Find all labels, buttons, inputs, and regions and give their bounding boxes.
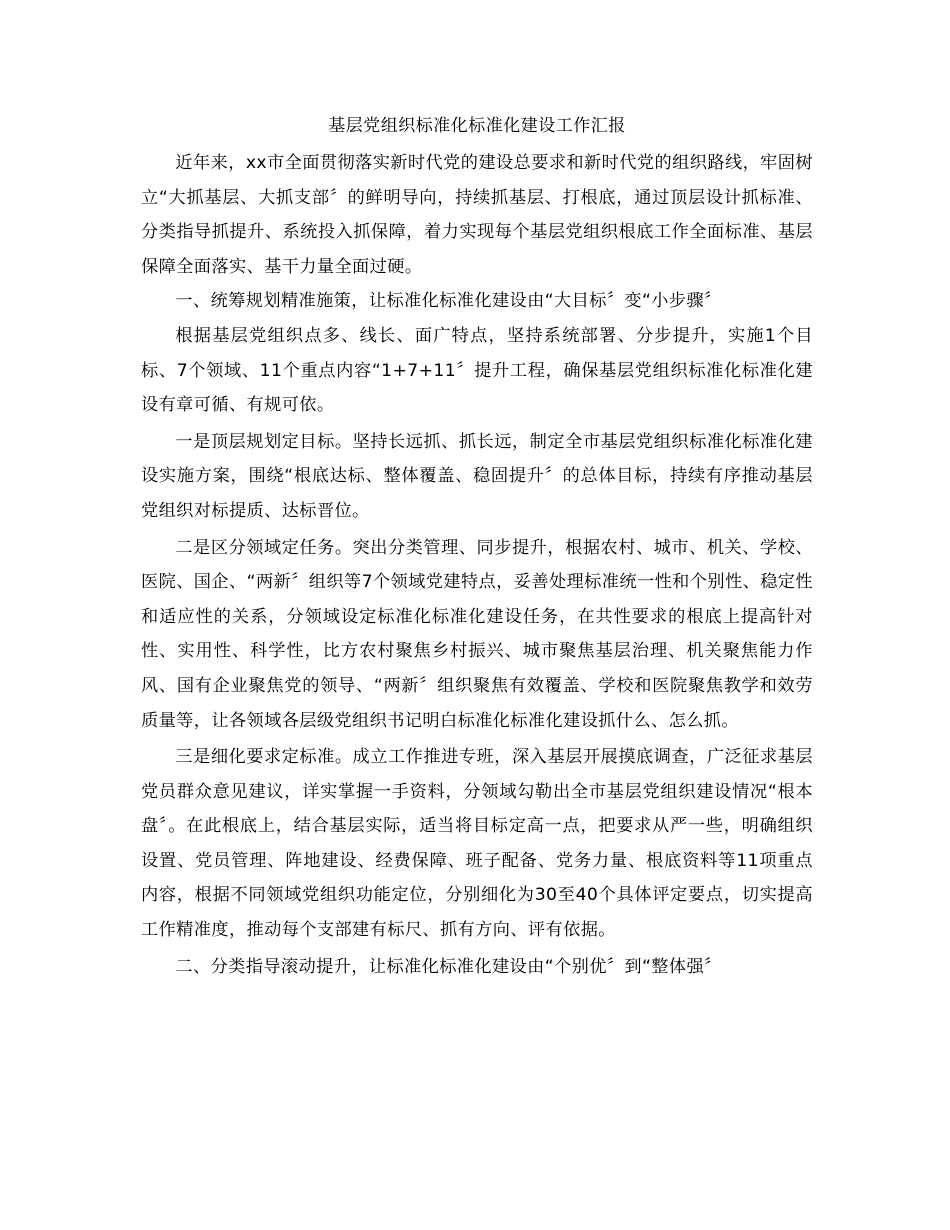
paragraph-overview: 根据基层党组织点多、线长、面广特点，坚持系统部署、分步提升，实施1个目标、7个领域、11个重点内容“1+7+11〞提升工程，确保基层党组织标准化标准化建设有章可循、有规可依。 xyxy=(141,325,813,416)
document-page xyxy=(141,112,813,984)
document-title: 基层党组织标准化标准化建设工作汇报 xyxy=(328,116,626,136)
section-heading-1: 一、统筹规划精准施策，让标准化标准化建设由“大目标〞变“小步骤〞 xyxy=(175,291,722,312)
paragraph-point-1: 一是顶层规划定目标。坚持长远抓、抓长远，制定全市基层党组织标准化标准化建设实施方案，围绕“根底达标、整体覆盖、稳固提升〞的总体目标，持续有序推动基层党组织对标提质、达标晋位。 xyxy=(141,431,813,521)
paragraph-point-3: 三是细化要求定标准。成立工作推进专班，深入基层开展摸底调查，广泛征求基层党员群众意见建议，详实掌握一手资料，分领域勾勒出全市基层党组织建设情况“根本盘〞。在此根底上，结合基层实际，适当将目标定高一点，把要求从严一些，明确组织设置、党员管理、阵地建设、经费保障、班子配备、党务力量、根底资料等11项重点内容，根据不同领域党组织功能定位，分别细化为30至40个具体评定要点，切实提高工作精准度，推动每个支部建有标尺、抓有方向、评有依据。 xyxy=(141,747,813,941)
paragraph-point-2: 二是区分领域定任务。突出分类管理、同步提升，根据农村、城市、机关、学校、医院、国企、“两新〞组织等7个领域党建特点，妥善处理标准统一性和个别性、稳定性和适应性的关系，分领域设定标准化标准化建设任务，在共性要求的根底上提高针对性、实用性、科学性，比方农村聚焦乡村振兴、城市聚焦基层治理、机关聚焦能力作风、国有企业聚焦党的领导、“两新〞组织聚焦有效覆盖、学校和医院聚焦教学和效劳质量等，让各领域各层级党组织书记明白标准化标准化建设抓什么、怎么抓。 xyxy=(141,537,813,731)
section-heading-2: 二、分类指导滚动提升，让标准化标准化建设由“个别优〞到“整体强〞 xyxy=(175,956,722,977)
paragraph-intro: 近年来，xx市全面贯彻落实新时代党的建设总要求和新时代党的组织路线，牢固树立“大抓基层、大抓支部〞的鲜明导向，持续抓基层、打根底，通过顶层设计抓标准、分类指导抓提升、系统投入抓保障，着力实现每个基层党组织根底工作全面标准、基层保障全面落实、基干力量全面过硬。 xyxy=(141,153,813,277)
